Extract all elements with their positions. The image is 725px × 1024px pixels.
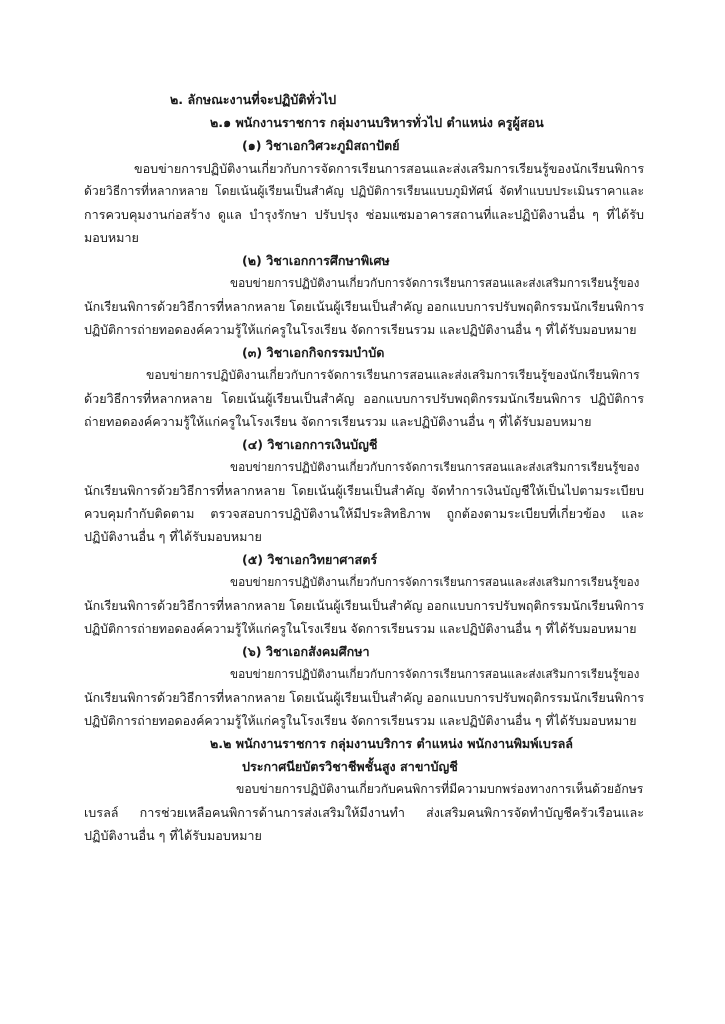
subject-4-line-2: นักเรียนพิการด้วยวิธีการที่หลากหลาย โดยเน้นผู้เรียนเป็นสำคัญ จัดทำการเงินบัญชีให้เป็นไปตามระเบียบ xyxy=(84,483,644,498)
subject-1-line-1: ขอบข่ายการปฏิบัติงานเกี่ยวกับการจัดการเรียนการสอนและส่งเสริมการเรียนรู้ของนักเรียนพิการ xyxy=(134,161,645,176)
subject-3-line-2: ด้วยวิธีการที่หลากหลาย โดยเน้นผู้เรียนเป็นสำคัญ ออกแบบการปรับพฤติกรรมนักเรียนพิการ ปฏิบัติการ xyxy=(84,391,644,406)
subject-6-line-1: ขอบข่ายการปฏิบัติงานเกี่ยวกับการจัดการเรียนการสอนและส่งเสริมการเรียนรู้ของ xyxy=(230,667,640,681)
group2-subheading: ประกาศนียบัตรวิชาชีพชั้นสูง สาขาบัญชี xyxy=(242,759,458,774)
subject-1-line-4: มอบหมาย xyxy=(84,230,139,245)
subject-1-title: (๑) วิชาเอกวิศวะภูมิสถาปัตย์ xyxy=(242,138,400,153)
subject-6-line-2: นักเรียนพิการด้วยวิธีการที่หลากหลาย โดยเน้นผู้เรียนเป็นสำคัญ ออกแบบการปรับพฤติกรรมนักเรียนพิการ xyxy=(84,690,645,705)
section-heading: ๒. ลักษณะงานที่จะปฏิบัติทั่วไป xyxy=(170,92,337,107)
subject-5-line-3: ปฏิบัติการถ่ายทอดองค์ความรู้ให้แก่ครูในโรงเรียน จัดการเรียนรวม และปฏิบัติงานอื่น ๆ ที่ได้รับมอบหมาย xyxy=(84,621,637,636)
subject-2-title: (๒) วิชาเอกการศึกษาพิเศษ xyxy=(242,253,390,268)
group2-line-3: ปฏิบัติงานอื่น ๆ ที่ได้รับมอบหมาย xyxy=(84,828,262,843)
group2-line-2: เบรลล์ การช่วยเหลือคนพิการด้านการส่งเสริมให้มีงานทำ ส่งเสริมคนพิการจัดทำบัญชีครัวเรือนและ xyxy=(84,805,644,820)
group2-line-1: ขอบข่ายการปฏิบัติงานเกี่ยวกับคนพิการที่มีความบกพร่องทางการเห็นด้วยอักษร xyxy=(236,782,644,796)
subject-2-line-2: นักเรียนพิการด้วยวิธีการที่หลากหลาย โดยเน้นผู้เรียนเป็นสำคัญ ออกแบบการปรับพฤติกรรมนักเรียนพิการ xyxy=(84,299,645,314)
subject-1-line-2: ด้วยวิธีการที่หลากหลาย โดยเน้นผู้เรียนเป็นสำคัญ ปฏิบัติการเรียนแบบภูมิทัศน์ จัดทำแบบประเมินราคาและ xyxy=(84,184,644,198)
subject-4-line-1: ขอบข่ายการปฏิบัติงานเกี่ยวกับการจัดการเรียนการสอนและส่งเสริมการเรียนรู้ของ xyxy=(230,460,640,474)
document-page xyxy=(84,88,644,847)
subject-2-line-3: ปฏิบัติการถ่ายทอดองค์ความรู้ให้แก่ครูในโรงเรียน จัดการเรียนรวม และปฏิบัติงานอื่น ๆ ที่ได้รับมอบหมาย xyxy=(84,322,637,337)
subject-4-line-3: ควบคุมกำกับติดตาม ตรวจสอบการปฏิบัติงานให้มีประสิทธิภาพ ถูกต้องตามระเบียบที่เกี่ยวข้อง และ xyxy=(84,506,644,521)
subject-3-line-1: ขอบข่ายการปฏิบัติงานเกี่ยวกับการจัดการเรียนการสอนและส่งเสริมการเรียนรู้ของนักเรียนพิการ xyxy=(146,368,640,382)
subject-5-line-2: นักเรียนพิการด้วยวิธีการที่หลากหลาย โดยเน้นผู้เรียนเป็นสำคัญ ออกแบบการปรับพฤติกรรมนักเรียนพิการ xyxy=(84,598,645,613)
subject-2-line-1: ขอบข่ายการปฏิบัติงานเกี่ยวกับการจัดการเรียนการสอนและส่งเสริมการเรียนรู้ของ xyxy=(230,276,640,290)
subject-6-line-3: ปฏิบัติการถ่ายทอดองค์ความรู้ให้แก่ครูในโรงเรียน จัดการเรียนรวม และปฏิบัติงานอื่น ๆ ที่ได้รับมอบหมาย xyxy=(84,713,637,728)
subject-3-title: (๓) วิชาเอกกิจกรรมบำบัด xyxy=(242,345,385,360)
subject-1-line-3: การควบคุมงานก่อสร้าง ดูแล บำรุงรักษา ปรับปรุง ซ่อมแซมอาคารสถานที่และปฏิบัติงานอื่น ๆ ที่ได้รับ xyxy=(84,207,644,222)
subject-4-line-4: ปฏิบัติงานอื่น ๆ ที่ได้รับมอบหมาย xyxy=(84,529,262,544)
subject-3-line-3: ถ่ายทอดองค์ความรู้ให้แก่ครูในโรงเรียน จัดการเรียนรวม และปฏิบัติงานอื่น ๆ ที่ได้รับมอบหมาย xyxy=(84,414,592,429)
subject-5-line-1: ขอบข่ายการปฏิบัติงานเกี่ยวกับการจัดการเรียนการสอนและส่งเสริมการเรียนรู้ของ xyxy=(230,575,640,589)
group1-heading: ๒.๑ พนักงานราชการ กลุ่มงานบริหารทั่วไป ตำแหน่ง ครูผู้สอน xyxy=(210,115,544,130)
subject-5-title: (๕) วิชาเอกวิทยาศาสตร์ xyxy=(242,552,378,567)
group2-heading: ๒.๒ พนักงานราชการ กลุ่มงานบริการ ตำแหน่ง พนักงานพิมพ์เบรลล์ xyxy=(210,736,574,751)
subject-4-title: (๔) วิชาเอกการเงินบัญชี xyxy=(242,437,378,452)
subject-6-title: (๖) วิชาเอกสังคมศึกษา xyxy=(242,644,370,659)
